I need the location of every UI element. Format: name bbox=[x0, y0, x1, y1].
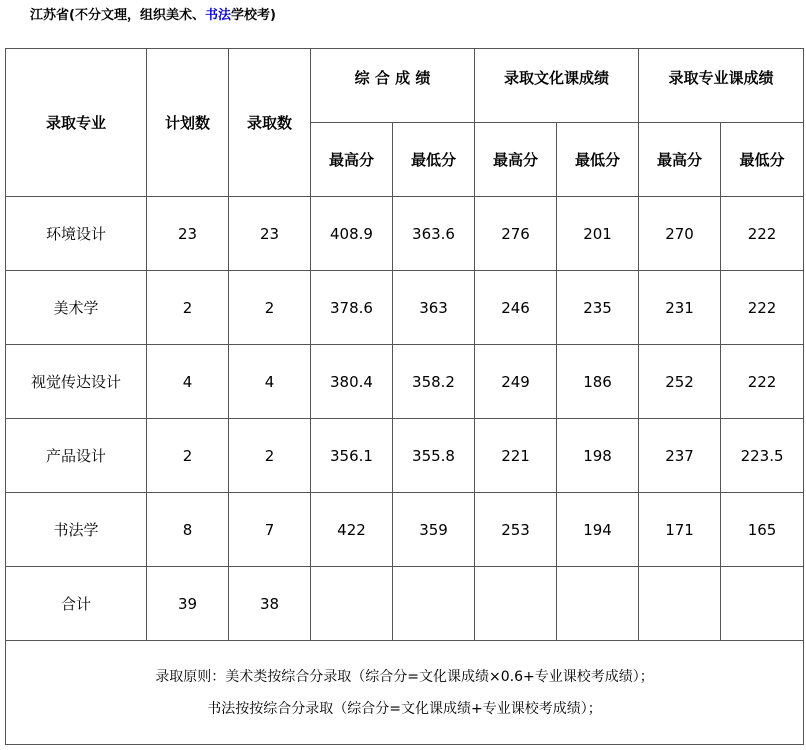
cell-cult-max: 221 bbox=[475, 419, 557, 493]
total-admitted: 38 bbox=[229, 567, 311, 641]
empty-cell bbox=[311, 567, 393, 641]
header-professional: 录取专业课成绩 bbox=[639, 49, 804, 123]
cell-cult-max: 276 bbox=[475, 197, 557, 271]
admission-notes bbox=[6, 641, 804, 745]
cell-comp-min: 358.2 bbox=[393, 345, 475, 419]
total-plan: 39 bbox=[147, 567, 229, 641]
cell-prof-min: 222 bbox=[721, 345, 804, 419]
title-prefix: 江苏省(不分文理，组织美术、 bbox=[30, 8, 205, 23]
empty-cell bbox=[639, 567, 721, 641]
cell-admitted: 2 bbox=[229, 419, 311, 493]
cell-comp-max: 422 bbox=[311, 493, 393, 567]
total-label: 合计 bbox=[6, 567, 147, 641]
cell-plan: 23 bbox=[147, 197, 229, 271]
cell-comp-max: 380.4 bbox=[311, 345, 393, 419]
header-comp-max: 最高分 bbox=[311, 123, 393, 197]
cell-cult-min: 235 bbox=[557, 271, 639, 345]
empty-cell bbox=[475, 567, 557, 641]
cell-major: 环境设计 bbox=[6, 197, 147, 271]
header-admitted: 录取数 bbox=[229, 49, 311, 197]
cell-prof-min: 223.5 bbox=[721, 419, 804, 493]
table-row bbox=[6, 271, 804, 345]
table-row bbox=[6, 345, 804, 419]
note-line-art: 录取原则：美术类按综合分录取（综合分=文化课成绩×0.6+专业课校考成绩）； bbox=[155, 668, 654, 685]
page-title bbox=[30, 4, 276, 23]
header-plan: 计划数 bbox=[147, 49, 229, 197]
cell-comp-min: 363.6 bbox=[393, 197, 475, 271]
header-comp-min: 最低分 bbox=[393, 123, 475, 197]
table-row bbox=[6, 419, 804, 493]
header-row-1 bbox=[6, 49, 804, 123]
cell-cult-min: 186 bbox=[557, 345, 639, 419]
cell-prof-max: 231 bbox=[639, 271, 721, 345]
cell-admitted: 23 bbox=[229, 197, 311, 271]
header-cult-min: 最低分 bbox=[557, 123, 639, 197]
title-suffix: 学校考) bbox=[230, 8, 276, 23]
title-highlight-link[interactable]: 书法 bbox=[204, 8, 231, 23]
table-row bbox=[6, 493, 804, 567]
note-row bbox=[6, 641, 804, 745]
cell-major: 美术学 bbox=[6, 271, 147, 345]
cell-major: 书法学 bbox=[6, 493, 147, 567]
cell-comp-min: 359 bbox=[393, 493, 475, 567]
header-prof-max: 最高分 bbox=[639, 123, 721, 197]
cell-plan: 2 bbox=[147, 271, 229, 345]
cell-major: 视觉传达设计 bbox=[6, 345, 147, 419]
cell-cult-min: 201 bbox=[557, 197, 639, 271]
admission-score-table bbox=[5, 48, 804, 745]
empty-cell bbox=[557, 567, 639, 641]
header-prof-min: 最低分 bbox=[721, 123, 804, 197]
cell-comp-min: 355.8 bbox=[393, 419, 475, 493]
cell-admitted: 7 bbox=[229, 493, 311, 567]
empty-cell bbox=[393, 567, 475, 641]
note-line-calligraphy: 书法按按综合分录取（综合分=文化课成绩+专业课校考成绩）； bbox=[207, 700, 602, 717]
cell-prof-max: 237 bbox=[639, 419, 721, 493]
cell-prof-min: 222 bbox=[721, 197, 804, 271]
empty-cell bbox=[721, 567, 804, 641]
header-culture: 录取文化课成绩 bbox=[475, 49, 639, 123]
cell-cult-min: 198 bbox=[557, 419, 639, 493]
cell-prof-max: 252 bbox=[639, 345, 721, 419]
total-row bbox=[6, 567, 804, 641]
cell-comp-max: 408.9 bbox=[311, 197, 393, 271]
table-row bbox=[6, 197, 804, 271]
cell-prof-max: 270 bbox=[639, 197, 721, 271]
header-composite: 综 合 成 绩 bbox=[311, 49, 475, 123]
cell-admitted: 2 bbox=[229, 271, 311, 345]
cell-cult-max: 253 bbox=[475, 493, 557, 567]
header-cult-max: 最高分 bbox=[475, 123, 557, 197]
cell-admitted: 4 bbox=[229, 345, 311, 419]
cell-prof-min: 222 bbox=[721, 271, 804, 345]
cell-cult-min: 194 bbox=[557, 493, 639, 567]
cell-comp-max: 356.1 bbox=[311, 419, 393, 493]
cell-prof-max: 171 bbox=[639, 493, 721, 567]
cell-comp-max: 378.6 bbox=[311, 271, 393, 345]
cell-cult-max: 246 bbox=[475, 271, 557, 345]
cell-comp-min: 363 bbox=[393, 271, 475, 345]
cell-major: 产品设计 bbox=[6, 419, 147, 493]
cell-plan: 2 bbox=[147, 419, 229, 493]
cell-plan: 8 bbox=[147, 493, 229, 567]
cell-prof-min: 165 bbox=[721, 493, 804, 567]
cell-plan: 4 bbox=[147, 345, 229, 419]
cell-cult-max: 249 bbox=[475, 345, 557, 419]
header-major: 录取专业 bbox=[6, 49, 147, 197]
